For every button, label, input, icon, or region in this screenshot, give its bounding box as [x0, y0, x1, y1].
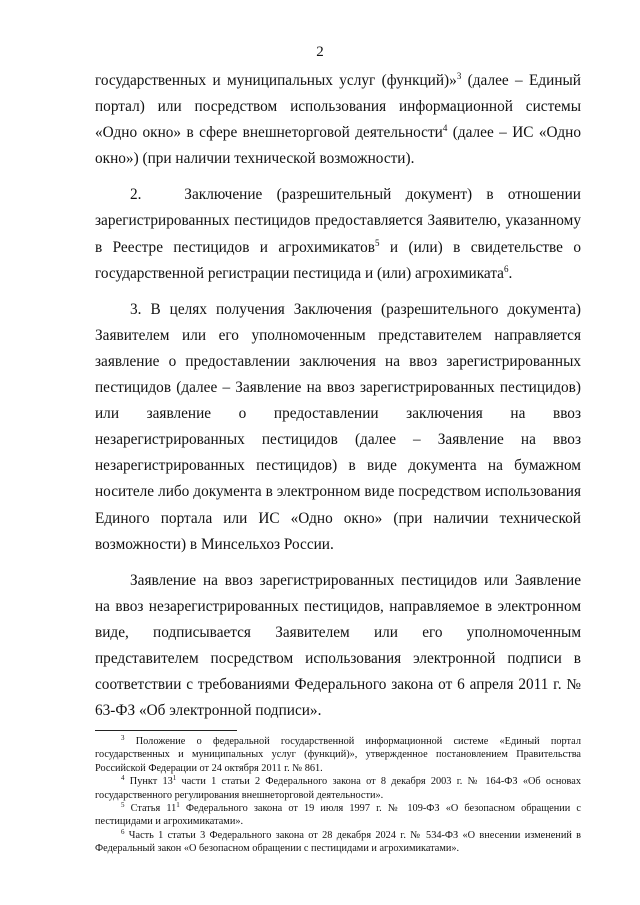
- paragraph: [95, 68, 581, 172]
- superscript-reference: 3: [456, 71, 462, 81]
- text-run: Часть 1 статьи 3 Федерального закона от 28 декабря 2024 г. № 534-ФЗ «О внесении изменений в Федеральный закон «О безопасном обращении с пестицидами и агрохимикатами».: [95, 829, 581, 855]
- superscript-reference: 5: [375, 237, 380, 248]
- text-run: 2. Заключение (разрешительный документ) в отношении зарегистрированных пестицидов предоставляется Заявителю, указанному в Реестре пестицидов и агрохимикатов: [95, 186, 581, 256]
- text-run: и (или) в свидетельстве о государственной регистрации пестицида и (или) агрохимиката: [95, 238, 582, 282]
- text-run: Заявление на ввоз зарегистрированных пестицидов или Заявление на ввоз незарегистрированных пестицидов, направляемое в электронном виде, подписывается Заявителем или его уполномоченным представителем посредством использования электронной подписи в соответствии с требованиями Федерального закона от 6 апреля 2011 г. № 63-ФЗ «Об электронной подписи».: [95, 571, 581, 720]
- text-run: Федерального закона от 19 июля 1997 г. № 109-ФЗ «О безопасном обращении с пестицидами и агрохимикатами».: [95, 803, 581, 828]
- page-number: 2: [316, 44, 324, 60]
- footnote: [95, 829, 581, 856]
- footnote: [95, 802, 581, 829]
- text-run: Статья 11: [124, 803, 177, 815]
- paragraph: [95, 568, 581, 725]
- superscript-reference: 4: [442, 123, 448, 134]
- footnote: [95, 775, 581, 802]
- superscript-reference: 5: [121, 801, 125, 810]
- text-run: (далее – ИС «Одно окно») (при наличии технической возможности).: [95, 124, 581, 168]
- superscript-reference: 1: [176, 801, 180, 810]
- superscript-reference: 1: [172, 774, 177, 783]
- text-run: Положение о федеральной государственной информационной системе «Единый портал государственных и муниципальных услуг (функций)», утвержденное постановлением Правительства Российской Федерации от 24 октября 2011 г. № 861.: [95, 736, 581, 774]
- paragraph: [95, 297, 581, 558]
- text-run: (далее – Единый портал) или посредством использования информационной системы «Одно окно» в сфере внешнеторговой деятельности: [95, 72, 581, 142]
- footnote: [95, 735, 581, 775]
- superscript-reference: 4: [121, 774, 125, 783]
- paragraph: [95, 182, 581, 286]
- text-run: Пункт 13: [124, 776, 173, 788]
- text-run: части 1 статьи 2 Федерального закона от 8 декабря 2003 г. № 164-ФЗ «Об основах государственного регулирования внешнеторговой деятельности».: [95, 776, 581, 801]
- text-run: .: [508, 264, 513, 282]
- superscript-reference: 3: [121, 734, 125, 742]
- document-body: [95, 68, 581, 724]
- footnote-divider: [95, 730, 237, 731]
- text-run: государственных и муниципальных услуг (функций)»: [95, 72, 457, 89]
- superscript-reference: 6: [503, 263, 509, 274]
- text-run: 3. В целях получения Заключения (разрешительного документа) Заявителем или его уполномоченным представителем направляется заявление о предоставлении заключения на ввоз зарегистрированных пестицидов (далее – Заявление на ввоз зарегистрированных пестицидов) или заявление о предоставлении заключения на ввоз незарегистрированных пестицидов (далее – Заявление на ввоз незарегистрированных пестицидов) в виде документа на бумажном носителе либо документа в электронном виде посредством использования Единого портала или ИС «Одно окно» (при наличии технической возможности) в Минсельхоз России.: [95, 300, 581, 553]
- superscript-reference: 6: [121, 827, 125, 836]
- footnotes: [95, 735, 581, 856]
